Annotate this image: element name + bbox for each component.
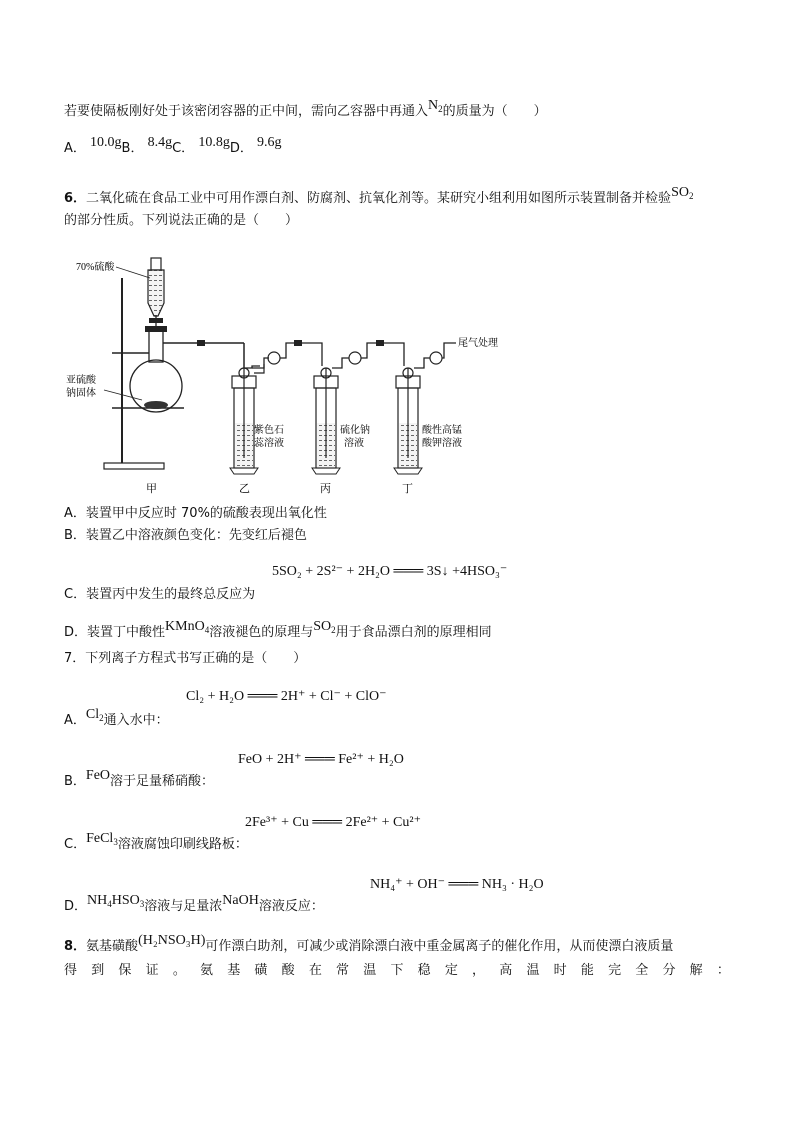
option-d-value: 9.6g [256,135,282,150]
q8-line2-char: 酸 [281,963,295,978]
label-bottle-b-2: 蕊溶液 [254,438,284,449]
q8-line2-char: 温 [526,963,540,978]
label-tail-gas: 尾气处理 [458,338,498,349]
bottle-b [230,368,258,474]
label-bottle-c-1: 硫化钠 [340,425,370,436]
q8-line2-char: 氨 [200,963,214,978]
q7-option-c: C．FeCl$_3$溶液腐蚀印刷线路板： [64,831,248,852]
q6-option-b: B．装置乙中溶液颜色变化：先变红后褪色 [64,528,307,543]
label-bing: 丙 [320,483,331,495]
q6-so2: $SO_2$ [671,185,694,201]
q6-c-equation: 5SO₂ + 2S²⁻ + 2H₂O ═══ 3S↓ +4HSO₃⁻ [272,564,508,579]
q6-option-a: A．装置甲中反应时 70%的硫酸表现出氧化性 [64,506,327,521]
q6-stem-line2: 的部分性质。下列说法正确的是（ ） [64,213,299,228]
q7-stem: 7．下列离子方程式书写正确的是（ ） [64,651,307,666]
q8-line2-char: ， [472,963,486,978]
option-c-label: C． [172,141,195,156]
q8-line2-char: 高 [499,963,513,978]
q8-stem-line2 [64,962,730,980]
option-a-value: 10.0g [90,135,122,150]
q8-line2-char: 温 [363,963,377,978]
q8-line2-char: 分 [662,963,676,978]
bottle-c [312,368,340,474]
option-a-label: A． [64,141,86,156]
q8-stem-line1: 8．氨基磺酸(H₂NSO₃H)可作漂白助剂，可减少或消除漂白液中重金属离子的催化作用，从而使漂白液质量 [64,933,674,954]
option-b-label: B． [121,141,144,156]
q5-options [64,135,282,158]
q7-d-equation: NH₄⁺ + OH⁻ ═══ NH₃ · H₂O [370,877,544,892]
q7-option-d: D．$NH_4HSO_3$溶液与足量浓NaOH溶液反应： [64,893,324,914]
q6-option-d: D．装置丁中酸性KMnO$_4$溶液褪色的原理与$SO_2$用于食品漂白剂的原理相同 [64,619,492,640]
q7-b-equation: FeO + 2H⁺ ═══ Fe²⁺ + H₂O [238,752,404,767]
q8-line2-char: 保 [118,963,132,978]
q5-stem: 若要使隔板刚好处于该密闭容器的正中间，需向乙容器中再通入$N_2$的质量为（ ） [64,98,547,119]
q8-line2-char: 时 [553,963,567,978]
option-c-value: 10.8g [198,135,230,150]
q8-line2-char: 完 [608,963,622,978]
label-jia: 甲 [146,483,157,495]
q7-option-b: B．FeO溶于足量稀硝酸： [64,768,215,789]
q8-line2-char: 到 [91,963,105,978]
q8-line2-char: 常 [336,963,350,978]
label-ding: 丁 [402,483,413,495]
q8-line2-char: 在 [308,963,322,978]
q7-a-equation: Cl₂ + H₂O ═══ 2H⁺ + Cl⁻ + ClO⁻ [186,689,387,704]
bottle-d [394,368,422,474]
apparatus-figure [64,248,514,498]
q8-line2-char: 证 [145,963,159,978]
q8-line2-char: ： [716,963,730,978]
label-solid-2: 钠固体 [66,388,96,399]
q6-option-c: C．装置丙中发生的最终总反应为 [64,587,256,602]
label-yi: 乙 [239,483,250,495]
label-bottle-d-1: 酸性高锰 [422,425,462,436]
option-b-value: 8.4g [147,135,173,150]
q8-line2-char: 解 [689,963,703,978]
label-bottle-b-1: 紫色石 [254,425,284,436]
q8-line2-char: 全 [635,963,649,978]
label-bottle-c-2: 溶液 [344,438,364,449]
label-acid: 70%硫酸 [76,262,115,273]
q6-stem-line1: 6．二氧化硫在食品工业中可用作漂白剂、防腐剂、抗氧化剂等。某研究小组利用如图所示装置制备并检验$SO_2$ [64,185,694,206]
q8-line2-char: 下 [390,963,404,978]
label-solid-1: 亚硫酸 [66,375,96,386]
q7-option-a: A．$Cl_2$通入水中： [64,707,169,728]
q7-c-equation: 2Fe³⁺ + Cu ═══ 2Fe²⁺ + Cu²⁺ [245,815,421,830]
q8-line2-char: 。 [172,963,186,978]
q8-line2-char: 定 [444,963,458,978]
q8-line2-char: 磺 [254,963,268,978]
q8-line2-char: 得 [64,963,78,978]
label-bottle-d-2: 酸钾溶液 [422,438,462,449]
q8-line2-char: 能 [580,963,594,978]
q8-line2-char: 稳 [417,963,431,978]
option-d-label: D． [229,141,253,156]
q8-line2-char: 基 [227,963,241,978]
q5-gas: $N_2$ [428,98,443,114]
